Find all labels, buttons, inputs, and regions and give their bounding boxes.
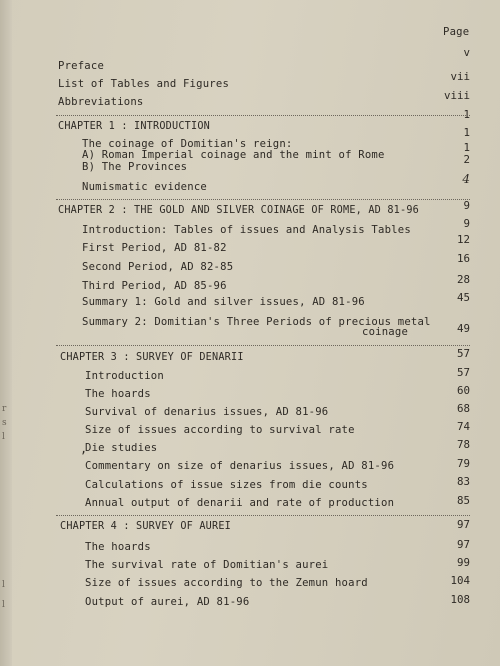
toc-entry-title: Commentary on size of denarius issues, AD 81-96 — [85, 460, 395, 472]
toc-entry-page: 9 — [463, 199, 470, 212]
margin-tick: , — [80, 442, 88, 456]
toc-entry-page: 97 — [456, 538, 470, 551]
margin-mark: r — [2, 404, 7, 414]
toc-entry-title: Introduction: Tables of issues and Analysis Tables — [82, 224, 411, 236]
margin-mark: l — [2, 580, 5, 590]
toc-entry-page: 28 — [456, 273, 470, 286]
toc-entry-page: 1 — [463, 126, 470, 139]
page-gutter — [0, 0, 12, 666]
toc-entry-title: Die studies — [85, 442, 158, 454]
toc-entry-title: First Period, AD 81-82 — [82, 242, 227, 254]
toc-entry-page: 1 — [463, 141, 470, 154]
toc-entry-page: vii — [450, 70, 470, 83]
toc-entry-page: 4 — [462, 172, 470, 186]
toc-entry-page: 57 — [456, 347, 470, 360]
chapter-divider — [56, 199, 470, 200]
toc-entry-title: Third Period, AD 85-96 — [82, 280, 227, 292]
toc-entry-page: 99 — [456, 556, 470, 569]
toc-entry-page: 2 — [463, 153, 470, 166]
toc-entry-title: Numismatic evidence — [82, 181, 207, 193]
toc-entry-title: Size of issues according to the Zemun hoard — [85, 577, 368, 589]
toc-entry-title: Size of issues according to survival rate — [85, 424, 355, 436]
toc-entry-page: 108 — [450, 593, 470, 606]
toc-entry-page: 104 — [450, 574, 470, 587]
toc-entry-title: Abbreviations — [58, 96, 144, 108]
toc-entry-page: 85 — [456, 494, 470, 507]
toc-entry-page: 97 — [456, 518, 470, 531]
toc-entry-title: Introduction — [85, 370, 164, 382]
toc-entry-page: 16 — [456, 252, 470, 265]
toc-entry-title: List of Tables and Figures — [58, 78, 230, 90]
toc-entry-page: 12 — [456, 233, 470, 246]
chapter-heading: CHAPTER 3 : SURVEY OF DENARII — [60, 352, 244, 363]
toc-entry-title: Output of aurei, AD 81-96 — [85, 596, 250, 608]
toc-entry-title: The survival rate of Domitian's aurei — [85, 559, 329, 571]
chapter-heading: CHAPTER 2 : THE GOLD AND SILVER COINAGE OF ROME, AD 81-96 — [58, 205, 420, 216]
toc-entry-page: viii — [443, 89, 470, 102]
toc-entry-page: 1 — [463, 108, 470, 121]
toc-entry-title: The coinage of Domitian's reign: — [82, 138, 293, 150]
toc-entry-title: The hoards — [85, 388, 151, 400]
toc-entry-page: 78 — [456, 438, 470, 451]
chapter-heading: CHAPTER 4 : SURVEY OF AUREI — [60, 521, 232, 532]
toc-entry-page: 60 — [456, 384, 470, 397]
chapter-divider — [56, 345, 470, 346]
toc-entry-page: 49 — [456, 322, 470, 335]
chapter-divider — [56, 515, 470, 516]
toc-entry-title: Annual output of denarii and rate of production — [85, 497, 395, 509]
toc-entry-title: Calculations of issue sizes from die counts — [85, 479, 368, 491]
toc-entry-page: 9 — [463, 217, 470, 230]
toc-entry-page: 74 — [456, 420, 470, 433]
toc-entry-title-continued: coinage — [362, 326, 409, 338]
toc-entry-title: Summary 2: Domitian's Three Periods of precious metal — [82, 316, 431, 328]
toc-entry-title: The hoards — [85, 541, 151, 553]
chapter-divider — [56, 115, 470, 116]
margin-mark: l — [2, 600, 5, 610]
toc-entry-title: Preface — [58, 60, 105, 72]
margin-mark: l — [2, 432, 5, 442]
toc-entry-title: Second Period, AD 82-85 — [82, 261, 234, 273]
toc-entry-title: A) Roman Imperial coinage and the mint of Rome — [82, 149, 385, 161]
toc-entry-page: 79 — [456, 457, 470, 470]
toc-entry-page: 68 — [456, 402, 470, 415]
toc-entry-title: Survival of denarius issues, AD 81-96 — [85, 406, 329, 418]
toc-entry-page: 45 — [456, 291, 470, 304]
toc-entry-page: 57 — [456, 366, 470, 379]
toc-entry-page: 83 — [456, 475, 470, 488]
chapter-heading: CHAPTER 1 : INTRODUCTION — [58, 121, 211, 132]
toc-entry-title: Summary 1: Gold and silver issues, AD 81-96 — [82, 296, 365, 308]
toc-entry-page: v — [463, 46, 470, 59]
toc-entry-title: B) The Provinces — [82, 161, 188, 173]
page-column-header: Page — [443, 26, 470, 38]
margin-mark: s — [2, 418, 7, 428]
